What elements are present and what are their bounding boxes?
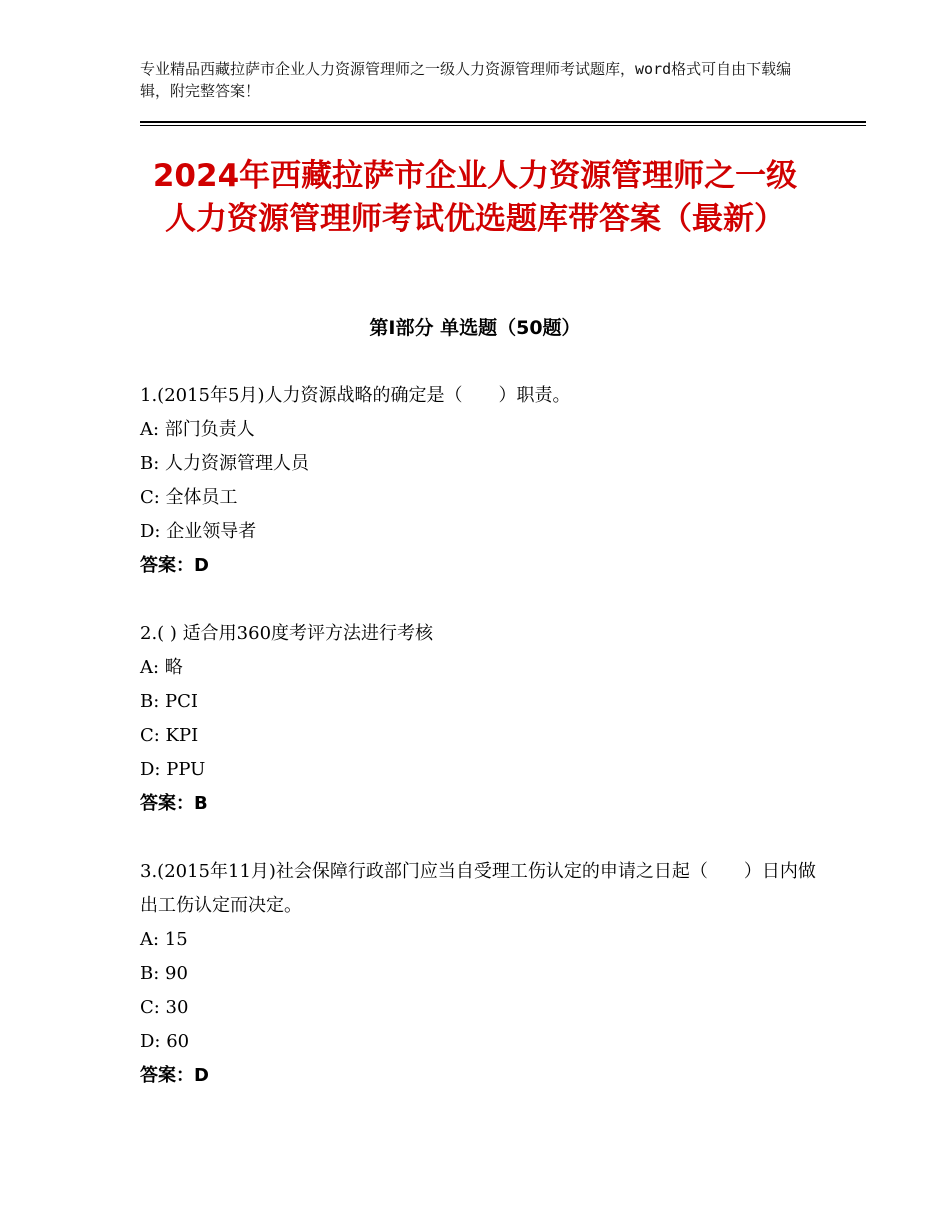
question-3 xyxy=(140,855,820,1093)
question-answer: 答案：D xyxy=(140,555,209,576)
question-stem: 1.(2015年5月)人力资源战略的确定是（ ）职责。 xyxy=(140,385,571,406)
option-b: B: 人力资源管理人员 xyxy=(140,453,310,474)
question-answer: 答案：D xyxy=(140,1065,209,1086)
option-a: A: 15 xyxy=(140,929,188,950)
option-d: D: PPU xyxy=(140,759,206,780)
question-stem: 2.( ) 适合用360度考评方法进行考核 xyxy=(140,623,434,644)
question-2 xyxy=(140,617,820,821)
question-list xyxy=(140,379,820,1127)
header-divider xyxy=(140,121,866,127)
question-1 xyxy=(140,379,820,583)
header-divider-thick xyxy=(140,121,866,123)
header-note: 专业精品西藏拉萨市企业人力资源管理师之一级人力资源管理师考试题库，word格式可自由下载编辑，附完整答案！ xyxy=(140,60,792,100)
option-b: B: PCI xyxy=(140,691,199,712)
option-c: C: 全体员工 xyxy=(140,487,238,508)
option-c: C: KPI xyxy=(140,725,199,746)
option-d: D: 60 xyxy=(140,1031,190,1052)
option-d: D: 企业领导者 xyxy=(140,521,257,542)
question-stem: 3.(2015年11月)社会保障行政部门应当自受理工伤认定的申请之日起（ ）日内做出工伤认定而决定。 xyxy=(140,861,816,916)
option-c: C: 30 xyxy=(140,997,189,1018)
option-b: B: 90 xyxy=(140,963,188,984)
header-divider-thin xyxy=(140,125,866,126)
option-a: A: 部门负责人 xyxy=(140,419,255,440)
option-a: A: 略 xyxy=(140,657,183,678)
document-title: 2024年西藏拉萨市企业人力资源管理师之一级人力资源管理师考试优选题库带答案（最新） xyxy=(152,158,798,237)
section-heading: 第Ⅰ部分 单选题（50题） xyxy=(369,317,581,339)
question-answer: 答案：B xyxy=(140,793,208,814)
